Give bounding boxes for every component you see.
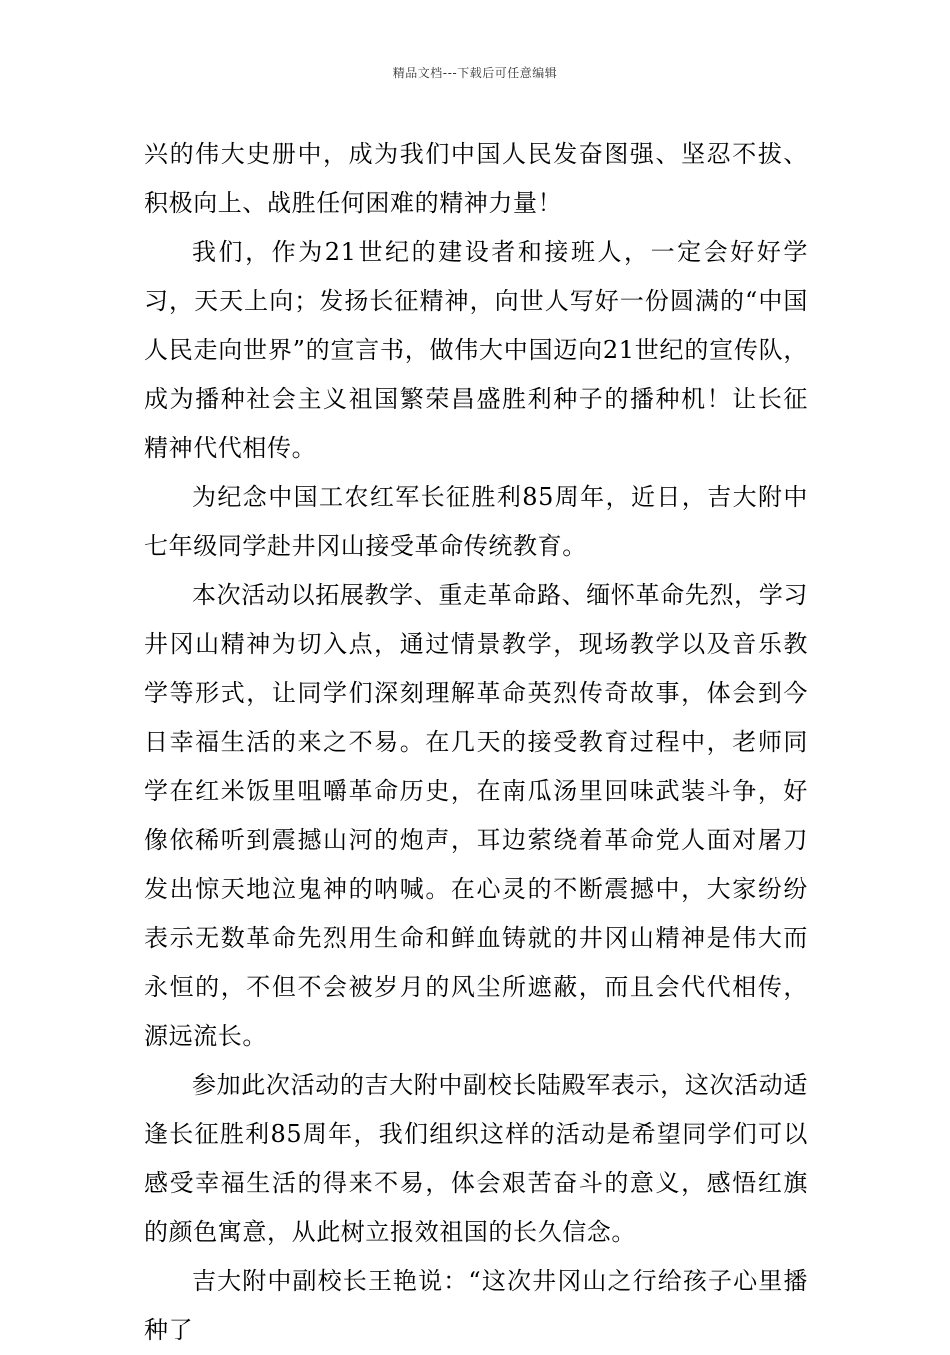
paragraph-successors: 我们，作为21世纪的建设者和接班人，一定会好好学习，天天上向；发扬长征精神，向世人写好一份圆满的“中国人民走向世界”的宣言书，做伟大中国迈向21世纪的宣传队，成为播种社会主义祖国繁荣昌盛胜利种子的播种机！让长征精神代代相传。 <box>144 238 808 462</box>
paragraph-continuation: 兴的伟大史册中，成为我们中国人民发奋图强、坚忍不拔、积极向上、战胜任何困难的精神力量！ <box>144 140 808 217</box>
paragraph-commemoration: 为纪念中国工农红军长征胜利85周年，近日，吉大附中七年级同学赴井冈山接受革命传统教育。 <box>144 483 808 560</box>
paragraph-activity: 本次活动以拓展教学、重走革命路、缅怀革命先烈，学习井冈山精神为切入点，通过情景教学，现场教学以及音乐教学等形式，让同学们深刻理解革命英烈传奇故事，体会到今日幸福生活的来之不易。在几天的接受教育过程中，老师同学在红米饭里咀嚼革命历史，在南瓜汤里回味武装斗争，好像依稀听到震撼山河的炮声，耳边萦绕着革命党人面对屠刀发出惊天地泣鬼神的呐喊。在心灵的不断震撼中，大家纷纷表示无数革命先烈用生命和鲜血铸就的井冈山精神是伟大而永恒的，不但不会被岁月的风尘所遮蔽，而且会代代相传，源远流长。 <box>144 581 808 1050</box>
paragraph-vice-principal-wang: 吉大附中副校长王艳说：“这次井冈山之行给孩子心里播种了 <box>144 1267 808 1344</box>
page-header: 精品文档---下载后可任意编辑 <box>392 66 558 80</box>
paragraph-vice-principal-lu: 参加此次活动的吉大附中副校长陆殿军表示，这次活动适逢长征胜利85周年，我们组织这样的活动是希望同学们可以感受幸福生活的得来不易，体会艰苦奋斗的意义，感悟红旗的颜色寓意，从此树立报效祖国的长久信念。 <box>144 1071 808 1246</box>
document-body <box>144 130 808 1355</box>
